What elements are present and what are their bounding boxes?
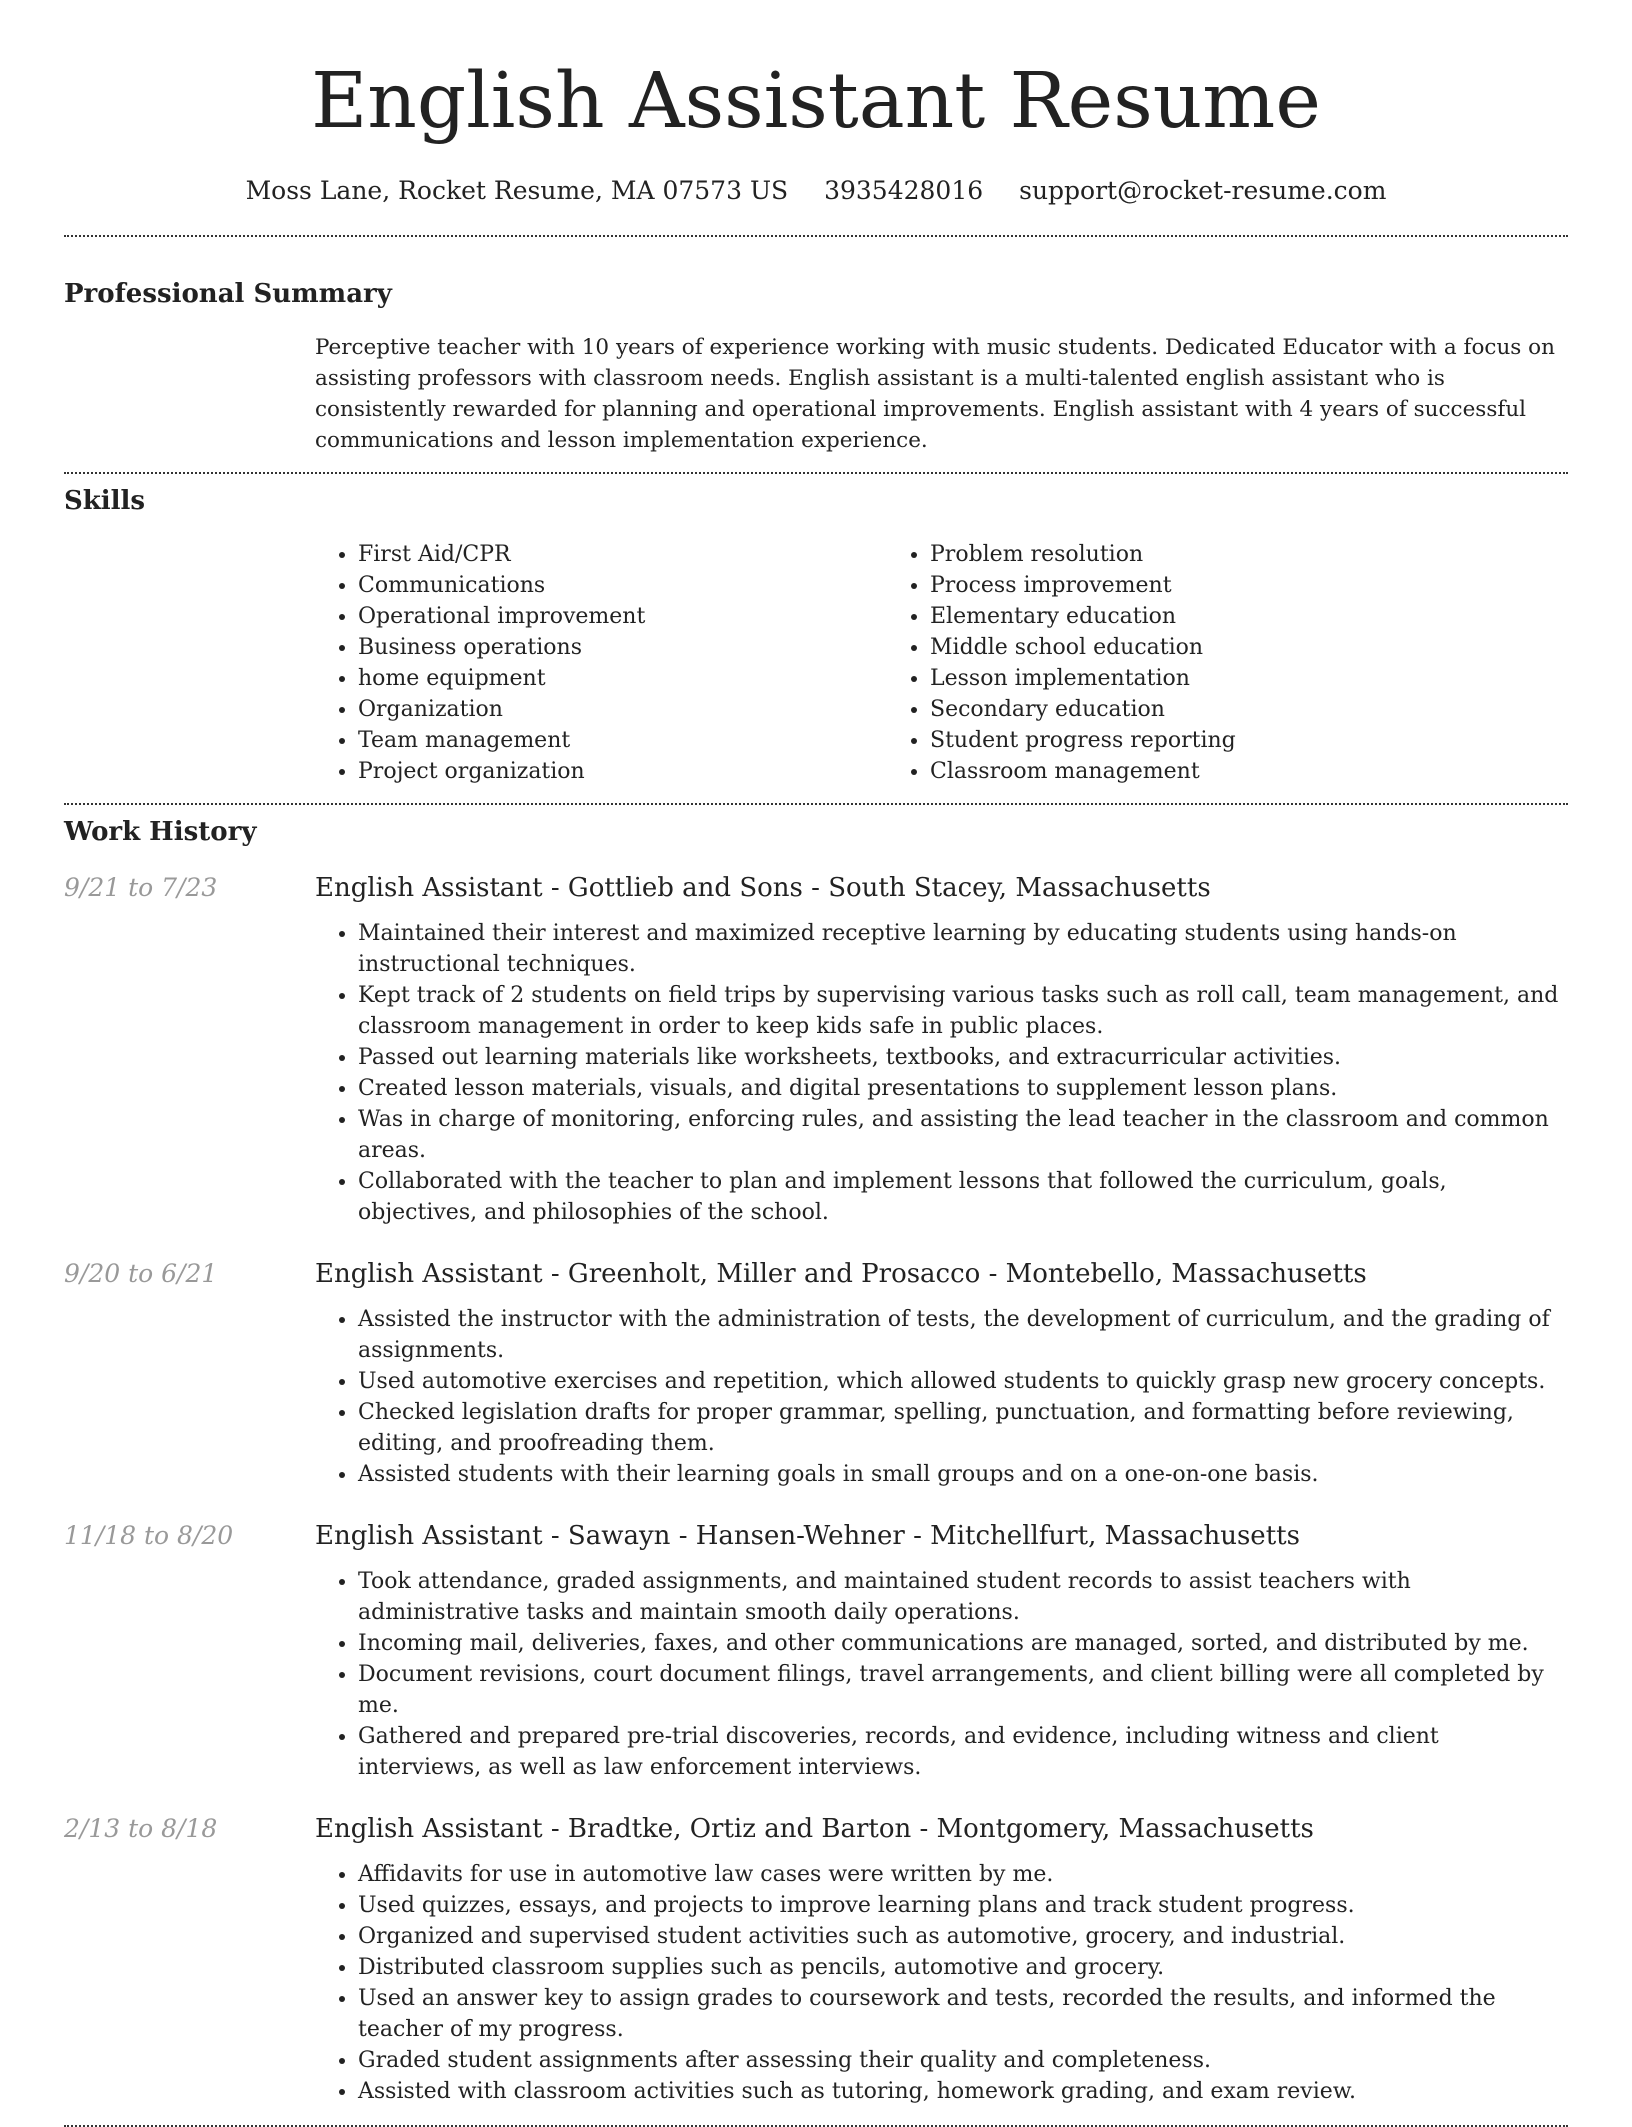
job-bullets	[315, 1566, 1568, 1783]
skill-item: • home equipment	[358, 663, 887, 694]
job-title: English Assistant - Greenholt, Miller and Prosacco - Montebello, Massachusetts	[315, 1259, 1367, 1289]
skill-item: • Project organization	[358, 756, 887, 787]
job-title: English Assistant - Sawayn - Hansen-Wehner - Mitchellfurt, Massachusetts	[315, 1521, 1300, 1551]
divider	[64, 235, 1568, 237]
skill-item: • Student progress reporting	[930, 725, 1459, 756]
contact-address: Moss Lane, Rocket Resume, MA 07573 US	[245, 176, 789, 205]
skills-right-list	[887, 539, 1459, 787]
job-bullet: • Checked legislation drafts for proper grammar, spelling, punctuation, and formatting before reviewing, editing, and proofreading them.	[358, 1397, 1568, 1459]
job-bullet: • Collaborated with the teacher to plan and implement lessons that followed the curriculum, goals, objectives, and philosophies of the school.	[358, 1166, 1568, 1228]
job-bullet: • Assisted students with their learning goals in small groups and on a one-on-one basis.	[358, 1459, 1568, 1490]
job-bullet: • Kept track of 2 students on field trips by supervising various tasks such as roll call, team management, and classroom management in order to keep kids safe in public places.	[358, 980, 1568, 1042]
skill-item: • Secondary education	[930, 694, 1459, 725]
job-body	[315, 871, 1568, 1228]
job-dates: 9/20 to 6/21	[64, 1259, 218, 1288]
skill-item: • Problem resolution	[930, 539, 1459, 570]
job-title: English Assistant - Bradtke, Ortiz and Barton - Montgomery, Massachusetts	[315, 1814, 1314, 1844]
contact-line	[64, 174, 1568, 208]
resume-page	[64, 0, 1568, 2127]
job-bullet: • Incoming mail, deliveries, faxes, and other communications are managed, sorted, and distributed by me.	[358, 1628, 1568, 1659]
skill-item: • Elementary education	[930, 601, 1459, 632]
job-bullet: • Affidavits for use in automotive law cases were written by me.	[358, 1859, 1568, 1890]
skills-columns	[315, 539, 1568, 787]
job-bullet: • Organized and supervised student activities such as automotive, grocery, and industrial.	[358, 1921, 1568, 1952]
skill-item: • Lesson implementation	[930, 663, 1459, 694]
job-bullet: • Graded student assignments after assessing their quality and completeness.	[358, 2045, 1568, 2076]
job-body	[315, 1812, 1568, 2107]
job-bullet: • Used quizzes, essays, and projects to improve learning plans and track student progress.	[358, 1890, 1568, 1921]
skill-item: • Classroom management	[930, 756, 1459, 787]
skill-item: • Communications	[358, 570, 887, 601]
job-dates: 11/18 to 8/20	[64, 1521, 234, 1550]
job-body	[315, 1519, 1568, 1783]
skills-left-list	[315, 539, 887, 787]
skill-item: • Process improvement	[930, 570, 1459, 601]
summary-heading: Professional Summary	[64, 279, 392, 309]
contact-phone: 3935428016	[824, 176, 984, 205]
skill-item: • Team management	[358, 725, 887, 756]
skills-heading: Skills	[64, 486, 146, 516]
job-bullet: • Assisted with classroom activities such as tutoring, homework grading, and exam review.	[358, 2076, 1568, 2107]
work-heading: Work History	[64, 817, 257, 847]
skill-item: • Middle school education	[930, 632, 1459, 663]
job-bullet: • Passed out learning materials like worksheets, textbooks, and extracurricular activities.	[358, 1042, 1568, 1073]
job-bullet: • Used automotive exercises and repetition, which allowed students to quickly grasp new grocery concepts.	[358, 1366, 1568, 1397]
skill-item: • Operational improvement	[358, 601, 887, 632]
summary-section	[64, 277, 1568, 456]
job-bullet: • Used an answer key to assign grades to coursework and tests, recorded the results, and informed the teacher of my progress.	[358, 1983, 1568, 2045]
job-title: English Assistant - Gottlieb and Sons - South Stacey, Massachusetts	[315, 873, 1211, 903]
summary-text: Perceptive teacher with 10 years of experience working with music students. Dedicated Educator with a focus on assisting professors with classroom needs. English assistant is a multi-talented english assistant who is consistently rewarded for planning and operational improvements. English assistant with 4 years of successful communications and lesson implementation experience.	[315, 335, 1555, 453]
contact-email: support@rocket-resume.com	[1019, 176, 1387, 205]
job-entry	[64, 1257, 1568, 1490]
job-bullet: • Was in charge of monitoring, enforcing rules, and assisting the lead teacher in the classroom and common areas.	[358, 1104, 1568, 1166]
job-bullet: • Maintained their interest and maximized receptive learning by educating students using hands-on instructional techniques.	[358, 918, 1568, 980]
job-dates: 9/21 to 7/23	[64, 873, 218, 902]
resume-title: English Assistant Resume	[311, 57, 1321, 146]
job-entry	[64, 871, 1568, 1228]
job-entry	[64, 1519, 1568, 1783]
skills-section	[64, 484, 1568, 787]
job-bullets	[315, 918, 1568, 1228]
job-bullet: • Document revisions, court document filings, travel arrangements, and client billing were all completed by me.	[358, 1659, 1568, 1721]
job-bullet: • Took attendance, graded assignments, and maintained student records to assist teachers with administrative tasks and maintain smooth daily operations.	[358, 1566, 1568, 1628]
work-section	[64, 815, 1568, 2107]
job-bullets	[315, 1859, 1568, 2107]
job-bullet: • Gathered and prepared pre-trial discoveries, records, and evidence, including witness and client interviews, as well as law enforcement interviews.	[358, 1721, 1568, 1783]
skill-item: • Organization	[358, 694, 887, 725]
skill-item: • Business operations	[358, 632, 887, 663]
job-dates: 2/13 to 8/18	[64, 1814, 218, 1843]
divider	[64, 472, 1568, 474]
job-bullet: • Created lesson materials, visuals, and digital presentations to supplement lesson plans.	[358, 1073, 1568, 1104]
skill-item: • First Aid/CPR	[358, 539, 887, 570]
job-body	[315, 1257, 1568, 1490]
job-entry	[64, 1812, 1568, 2107]
job-bullet: • Distributed classroom supplies such as pencils, automotive and grocery.	[358, 1952, 1568, 1983]
divider	[64, 803, 1568, 805]
job-bullet: • Assisted the instructor with the administration of tests, the development of curriculum, and the grading of assignments.	[358, 1304, 1568, 1366]
job-bullets	[315, 1304, 1568, 1490]
